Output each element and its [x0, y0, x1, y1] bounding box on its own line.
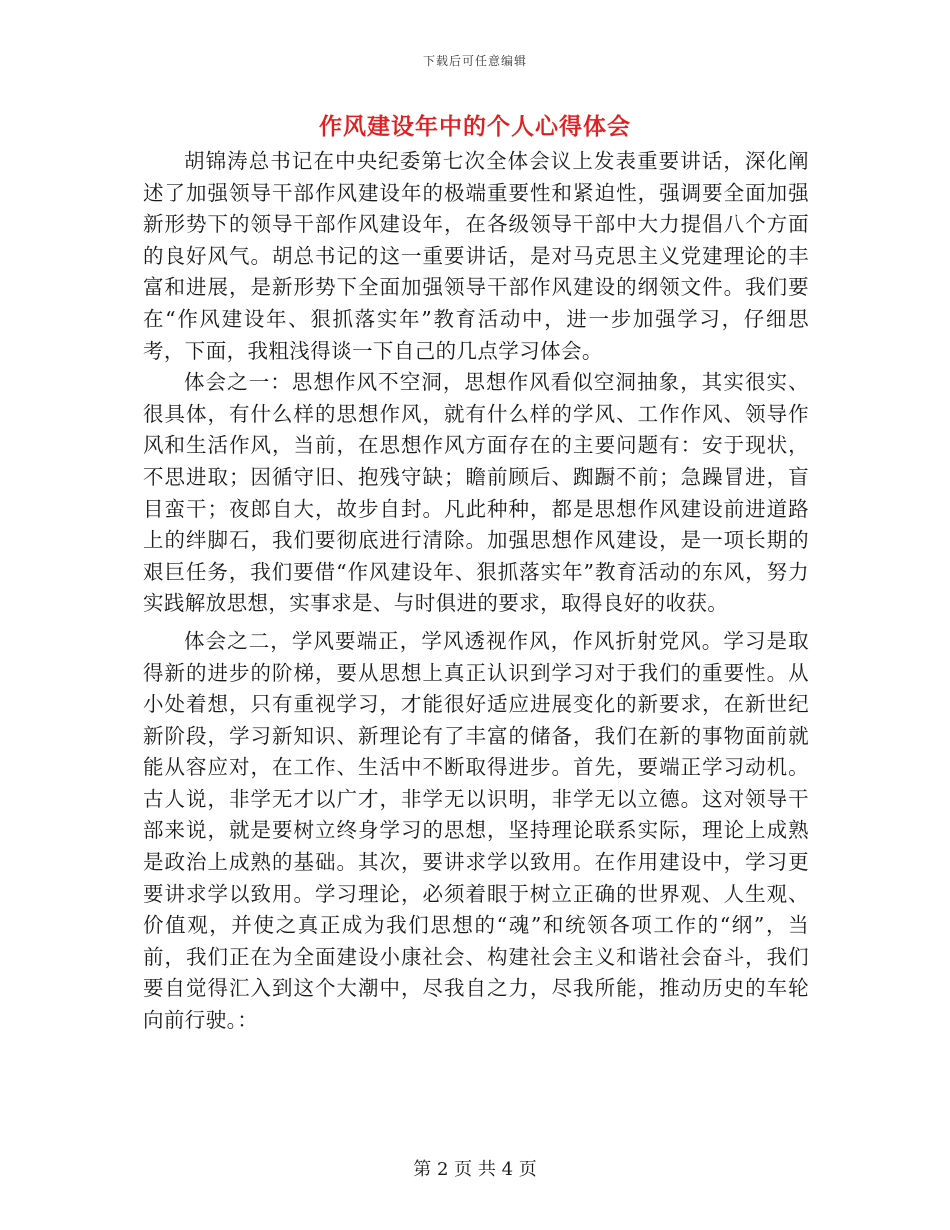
document-body — [143, 146, 809, 1037]
paragraph-intro: 胡锦涛总书记在中央纪委第七次全体会议上发表重要讲话，深化阐述了加强领导干部作风建设年的极端重要性和紧迫性，强调要全面加强新形势下的领导干部作风建设年，在各级领导干部中大力提倡八个方面的良好风气。胡总书记的这一重要讲话，是对马克思主义党建理论的丰富和进展，是新形势下全面加强领导干部作风建设的纲领文件。我们要在“作风建设年、狠抓落实年”教育活动中，进一步加强学习，仔细思考，下面，我粗浅得谈一下自己的几点学习体会。 — [143, 149, 809, 363]
page-number-label: 第 2 页 共 4 页 — [413, 1159, 537, 1180]
header-note: 下载后可任意编辑 — [422, 54, 527, 68]
document-title: 作风建设年中的个人心得体会 — [319, 113, 631, 140]
paragraph-insight-two: 体会之二，学风要端正，学风透视作风，作风折射党风。学习是取得新的进步的阶梯，要从思想上真正认识到学习对于我们的重要性。从小处着想，只有重视学习，才能很好适应进展变化的新要求，在新世纪新阶段，学习新知识、新理论有了丰富的储备，我们在新的事物面前就能从容应对，在工作、生活中不断取得进步。首先，要端正学习动机。古人说，非学无才以广才，非学无以识明，非学无以立德。这对领导干部来说，就是要树立终身学习的思想，坚持理论联系实际，理论上成熟是政治上成熟的基础。其次，要讲求学以致用。在作用建设中，学习更要讲求学以致用。学习理论，必须着眼于树立正确的世界观、人生观、价值观，并使之真正成为我们思想的“魂”和统领各项工作的“纲”，当前，我们正在为全面建设小康社会、构建社会主义和谐社会奋斗，我们要自觉得汇入到这个大潮中，尽我自之力，尽我所能，推动历史的车轮向前行驶。： — [143, 628, 809, 1033]
page-number — [0, 1155, 950, 1181]
paragraph-insight-one: 体会之一：思想作风不空洞，思想作风看似空洞抽象，其实很实、很具体，有什么样的思想作风，就有什么样的学风、工作作风、领导作风和生活作风，当前，在思想作风方面存在的主要问题有：安于现状，不思进取；因循守旧、抱残守缺；瞻前顾后、踟蹰不前；急躁冒进，盲目蛮干；夜郎自大，故步自封。凡此种种，都是思想作风建设前进道路上的绊脚石，我们要彻底进行清除。加强思想作风建设，是一项长期的艰巨任务，我们要借“作风建设年、狠抓落实年”教育活动的东风，努力实践解放思想，实事求是、与时俱进的要求，取得良好的收获。 — [143, 370, 809, 616]
